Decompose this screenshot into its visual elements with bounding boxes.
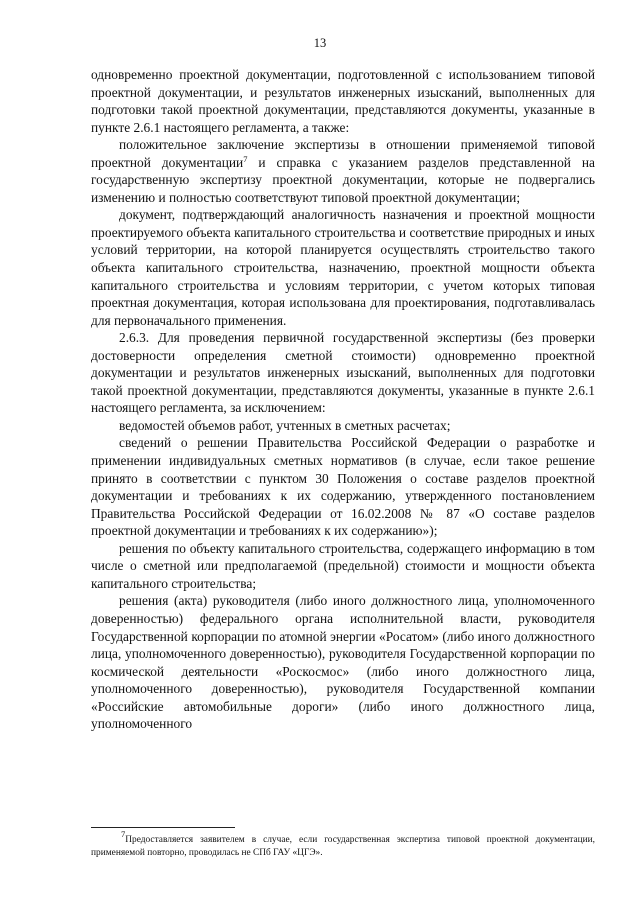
paragraph-3: документ, подтверждающий аналогичность назначения и проектной мощности проектируемого объекта капитального строительства и соответствие природных и иных условий территории, на которой планируется осуществлять строительство такого объекта капитального строительства, назначению, проектной мощности объекта капитального строительства и условиям территории, с учетом которых типовая проектная документация, которая использована для проектирования, подготавливалась для первоначального применения. <box>91 207 595 328</box>
paragraph-2-text-b: и справка с указанием разделов представленной на государственную экспертизу проектной документации, которые не подвергались изменению и полностью соответствуют типовой проектной документации; <box>91 154 595 205</box>
paragraph-2 <box>91 136 595 206</box>
footnote-marker: 7 <box>121 829 126 839</box>
footnote-reference: 7 <box>243 153 248 164</box>
paragraph-8: решения (акта) руководителя (либо иного должностного лица, уполномоченного доверенностью) федерального органа исполнительной власти, руководителя Государственной корпорации по атомной энергии «Росатом» (либо иного должностного лица, уполномоченного доверенностью), руководителя Государственной корпорации по космической деятельности «Роскосмос» (либо иного должностного лица, уполномоченного доверенностью), руководителя Государственной компании «Российские автомобильные дороги» (либо иного должностного лица, уполномоченного <box>91 593 595 732</box>
footnote-paragraph <box>91 829 595 860</box>
paragraph-5: ведомостей объемов работ, учтенных в сметных расчетах; <box>119 417 451 433</box>
footnote-text: Предоставляется заявителем в случае, если государственная экспертиза типовой проектной документации, применяемой повторно, проводилась не СПб ГАУ «ЦГЭ». <box>91 835 595 858</box>
paragraph-6: сведений о решении Правительства Российской Федерации о разработке и применении индивидуальных сметных нормативов (в случае, если такое решение принято в соответствии с пунктом 30 Положения о составе разделов проектной документации и требованиях к их содержанию, утвержденного постановлением Правительства Российской Федерации от 16.02.2008 № 87 «О составе разделов проектной документации и требованиях к их содержанию»); <box>91 435 595 539</box>
page-number: 13 <box>313 36 327 50</box>
paragraph-2-text-a: положительное заключение экспертизы в отношении применяемой типовой проектной документации <box>91 137 595 170</box>
paragraph-1: одновременно проектной документации, подготовленной с использованием типовой проектной документации, и результатов инженерных изысканий, выполненных для подготовки такой проектной документации, представляются документы, указанные в пункте 2.6.1 настоящего регламента, а также: <box>91 67 595 135</box>
footnote-divider <box>91 827 235 828</box>
footnote <box>91 829 595 860</box>
paragraph-4: 2.6.3. Для проведения первичной государственной экспертизы (без проверки достоверности определения сметной стоимости) одновременно проектной документации и результатов инженерных изысканий, выполненных для подготовки такой проектной документации, представляются документы, указанные в пункте 2.6.1 настоящего регламента, за исключением: <box>91 330 595 416</box>
paragraph-7: решения по объекту капитального строительства, содержащего информацию в том числе о сметной или предполагаемой (предельной) стоимости и мощности объекта капитального строительства; <box>91 540 595 591</box>
document-body <box>91 66 595 733</box>
